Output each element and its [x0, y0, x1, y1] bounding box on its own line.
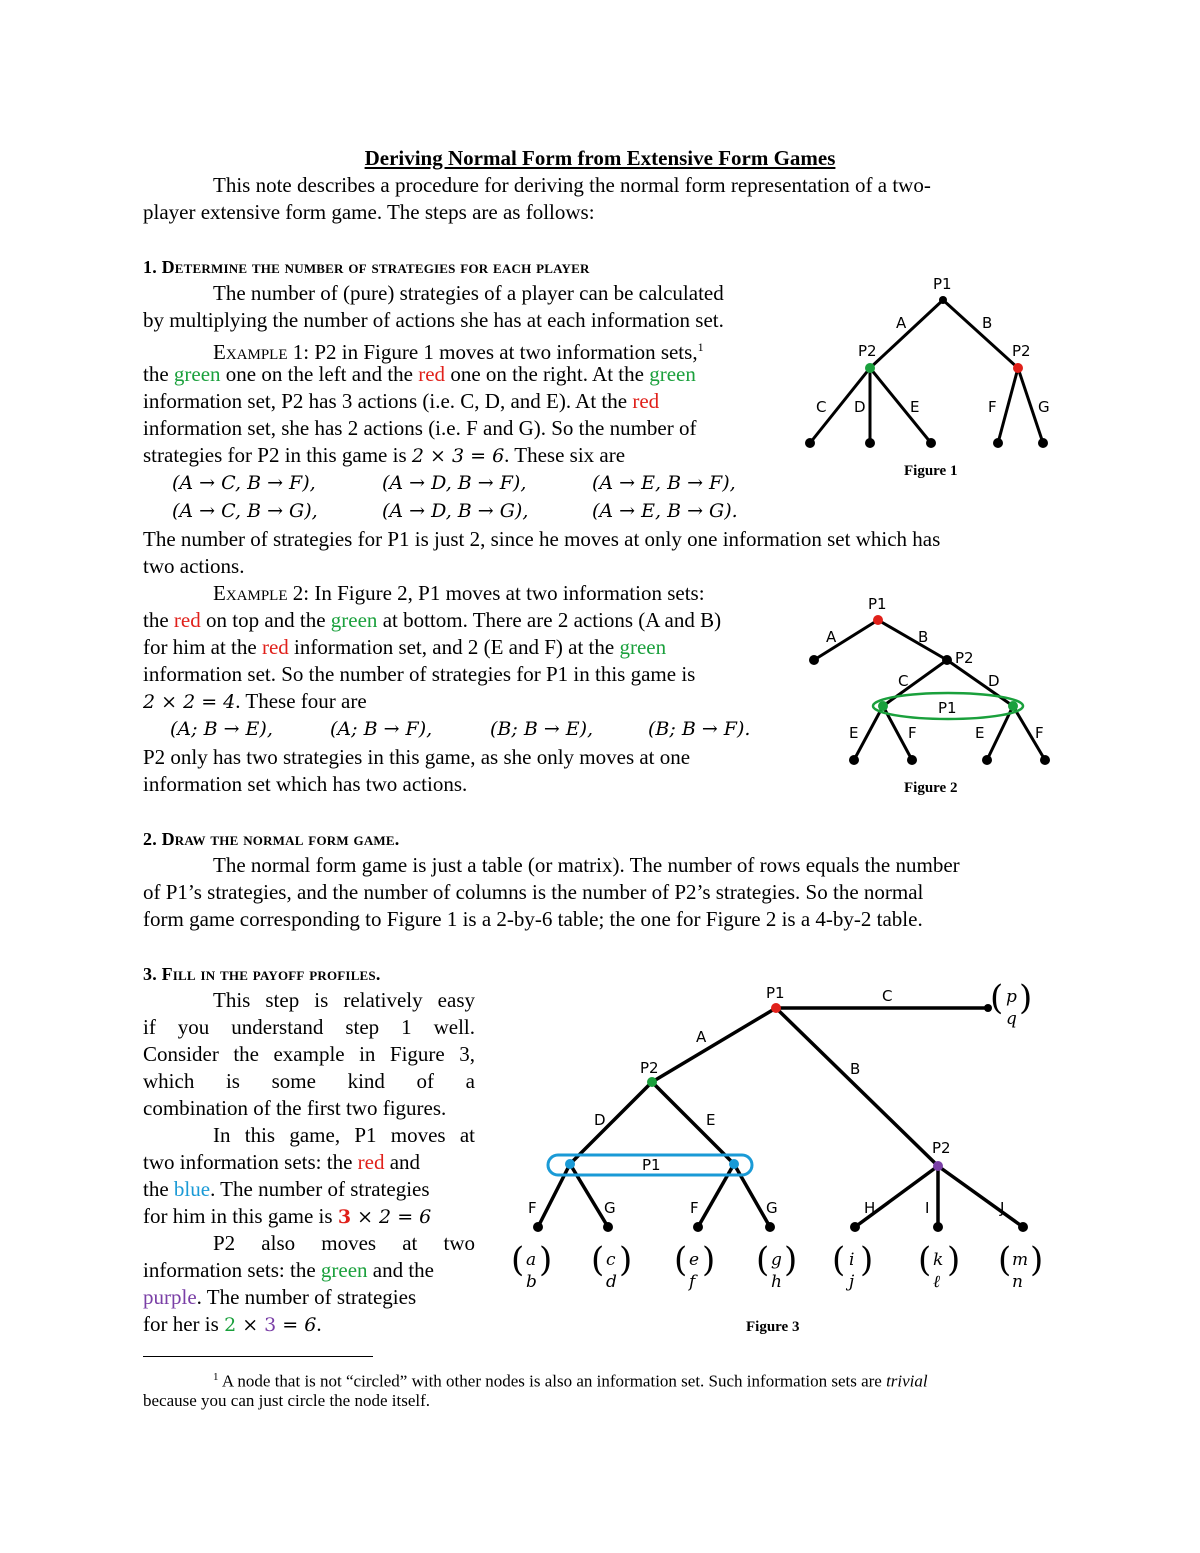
payoff-a-b [511, 1240, 552, 1292]
section-3-line-9: for him in this game is 3 × 2 = 6 [143, 1204, 432, 1228]
page-title: Deriving Normal Form from Extensive Form Games [364, 146, 836, 170]
payoff-bottom: f [689, 1272, 696, 1292]
example-1-line-5: strategies for P2 in this game is 2 × 3 = 6. These six are [143, 443, 626, 467]
strategy-1: (A → C, B → F), [172, 472, 316, 494]
action-label: E [975, 724, 985, 742]
footnote-line-1: $^1$ A node that is not “circled” with other nodes is also an information set. Such information sets are trivial [213, 1371, 928, 1391]
section-2-line-2: of P1’s strategies, and the number of columns is the number of P2’s strategies. So the normal [143, 880, 924, 904]
action-label: G [604, 1199, 616, 1217]
paren-right: ) [1019, 978, 1033, 1018]
edge-D [570, 1082, 652, 1164]
paren-left: ( [591, 1240, 605, 1280]
action-label: H [864, 1199, 876, 1217]
example-2-line-4: information set. So the number of strategies for P1 in this game is [143, 662, 696, 686]
example-1-line-2: the green one on the left and the red one on the right. At the green [143, 362, 696, 386]
paren-left: ( [998, 1240, 1012, 1280]
payoff-top: i [849, 1250, 855, 1270]
purple-node [933, 1161, 943, 1171]
paren-right: ) [1030, 1240, 1044, 1280]
node-label: P2 [932, 1139, 951, 1157]
edge-F [998, 368, 1018, 443]
terminal-node [1018, 1222, 1028, 1232]
edge-A [814, 620, 878, 660]
section-2-line-3: form game corresponding to Figure 1 is a 2-by-6 table; the one for Figure 2 is a 4-by-2 table. [143, 907, 923, 931]
action-label: D [988, 672, 1000, 690]
payoff-c-d [591, 1240, 632, 1292]
example-2-line-2: the red on top and the green at bottom. There are 2 actions (A and B) [143, 608, 722, 632]
strategy-4: (A → C, B → G), [172, 500, 318, 522]
figure-3 [511, 975, 1060, 1345]
action-label: F [690, 1199, 699, 1217]
terminal-node [926, 438, 936, 448]
action-label: E [706, 1111, 716, 1129]
terminal-node [849, 755, 859, 765]
section-3-line-7: two information sets: the red and [143, 1150, 421, 1174]
edge-G [570, 1164, 608, 1227]
action-label: G [766, 1199, 778, 1217]
section-2-line-1: The normal form game is just a table (or matrix). The number of rows equals the number [213, 853, 960, 877]
example-1-line-3: information set, P2 has 3 actions (i.e. C, D, and E). At the red [143, 389, 660, 413]
section-1-line-2: by multiplying the number of actions she has at each information set. [143, 308, 724, 332]
action-label: D [594, 1111, 606, 1129]
action-label: F [528, 1199, 537, 1217]
section-3-line-11: information sets: the green and the [143, 1258, 435, 1282]
section-3-line-3: Consider the example in Figure 3, [143, 1042, 475, 1066]
action-label: A [826, 628, 837, 646]
intro-line-1: This note describes a procedure for deriving the normal form representation of a two- [213, 173, 931, 197]
payoff-bottom: b [526, 1272, 537, 1292]
example-1-line-4: information set, she has 2 actions (i.e. F and G). So the number of [143, 416, 697, 440]
paren-left: ( [918, 1240, 932, 1280]
action-label: E [910, 398, 920, 416]
figure-3-caption: Figure 3 [746, 1319, 800, 1335]
root-node [939, 296, 947, 304]
section-3-line-8: the blue. The number of strategies [143, 1177, 430, 1201]
strategy-2: (A → D, B → F), [382, 472, 527, 494]
paren-left: ( [990, 978, 1004, 1018]
section-3-line-12: purple. The number of strategies [143, 1285, 417, 1309]
section-1-line-1: The number of (pure) strategies of a player can be calculated [213, 281, 724, 305]
example-2-line-5: 2 × 2 = 4. These four are [143, 689, 367, 713]
section-2-heading: 2. Draw the normal form game. [143, 829, 400, 849]
action-label: A [696, 1028, 707, 1046]
p2-strategies-line-2: information set which has two actions. [143, 772, 468, 796]
red-node [873, 615, 883, 625]
paren-left: ( [674, 1240, 688, 1280]
action-label: J [1000, 1199, 1005, 1217]
payoff-g-h [756, 1240, 797, 1292]
p2-strategies-line-1: P2 only has two strategies in this game, as she only moves at one [143, 745, 691, 769]
paren-right: ) [702, 1240, 716, 1280]
blue-node [729, 1159, 739, 1169]
paren-left: ( [511, 1240, 525, 1280]
paren-right: ) [860, 1240, 874, 1280]
strategy-5: (A → D, B → G), [382, 500, 529, 522]
footnote-rule [143, 1356, 373, 1357]
edge-G [734, 1164, 770, 1227]
payoff-i-j [832, 1240, 873, 1292]
section-3-line-4: which is some kind of a [143, 1069, 475, 1093]
payoff-top: e [689, 1250, 700, 1270]
edge-A [870, 300, 943, 368]
payoff-bottom: j [849, 1272, 855, 1292]
green-node [647, 1077, 657, 1087]
p2-node [942, 655, 952, 665]
strategy-6: (A → E, B → G). [592, 500, 738, 522]
paren-right: ) [539, 1240, 553, 1280]
action-label: G [1038, 398, 1050, 416]
blue-node [565, 1159, 575, 1169]
terminal-node [865, 438, 875, 448]
paren-right: ) [619, 1240, 633, 1280]
payoff-e-f [674, 1240, 715, 1292]
node-label: P1 [766, 984, 785, 1002]
terminal-node [1038, 438, 1048, 448]
edge-J [938, 1166, 1023, 1227]
payoff-p-q [990, 978, 1032, 1029]
edge-E [870, 368, 931, 443]
section-3-line-13: for her is 2 × 3 = 6. [143, 1312, 322, 1336]
edge-A [652, 1008, 776, 1082]
payoff-k-l [918, 1240, 960, 1292]
edge-B [943, 300, 1018, 368]
action-label: E [849, 724, 859, 742]
section-3-line-2: if you understand step 1 well. [143, 1015, 475, 1039]
terminal-node [533, 1222, 543, 1232]
footnote-line-2: because you can just circle the node itself. [143, 1391, 430, 1410]
action-label: C [882, 987, 893, 1005]
edge-B [878, 620, 947, 660]
p1-strategies-line-2: two actions. [143, 554, 245, 578]
node-label: P2 [1012, 342, 1031, 360]
section-3-line-6: In this game, P1 moves at [213, 1123, 475, 1147]
node-label: P2 [955, 649, 974, 667]
payoff-top: k [933, 1250, 944, 1270]
payoff-top: p [1006, 987, 1017, 1007]
section-3-heading: 3. Fill in the payoff profiles. [143, 964, 381, 984]
paren-left: ( [832, 1240, 846, 1280]
figure-1 [800, 270, 1070, 480]
paren-left: ( [756, 1240, 770, 1280]
p1-strategy-1: (A; B → E), [170, 718, 273, 740]
example-1-line-1: Example 1: P2 in Figure 1 moves at two information sets,$^1$ [213, 340, 704, 364]
green-node [1008, 701, 1018, 711]
example-2-line-3: for him at the red information set, and 2 (E and F) at the green [143, 635, 667, 659]
section-3-line-1: This step is relatively easy [213, 988, 475, 1012]
green-node [878, 701, 888, 711]
node-label: P2 [640, 1059, 659, 1077]
action-label: B [850, 1060, 861, 1078]
terminal-node [907, 755, 917, 765]
action-label: F [908, 724, 917, 742]
node-label: P1 [933, 275, 952, 293]
payoff-top: m [1012, 1250, 1029, 1270]
terminal-node [765, 1222, 775, 1232]
figure-2 [800, 590, 1070, 800]
node-label: P2 [858, 342, 877, 360]
terminal-node [603, 1222, 613, 1232]
p1-strategies-line-1: The number of strategies for P1 is just 2, since he moves at only one information set which has [143, 527, 941, 551]
terminal-node [805, 438, 815, 448]
payoff-m-n [998, 1240, 1043, 1292]
edge-F [698, 1164, 734, 1227]
action-label: B [918, 628, 929, 646]
action-label: F [988, 398, 997, 416]
payoff-bottom: ℓ [933, 1272, 941, 1292]
payoff-top: c [606, 1250, 616, 1270]
action-label: I [925, 1199, 930, 1217]
terminal-node [993, 438, 1003, 448]
example-2-line-1: Example 2: In Figure 2, P1 moves at two information sets: [213, 581, 705, 605]
terminal-node [1040, 755, 1050, 765]
payoff-top: a [526, 1250, 537, 1270]
node-label: P1 [642, 1156, 661, 1174]
payoff-bottom: n [1012, 1272, 1023, 1292]
terminal-node [933, 1222, 943, 1232]
figure-2-caption: Figure 2 [904, 780, 958, 796]
action-label: F [1035, 724, 1044, 742]
intro-line-2: player extensive form game. The steps are as follows: [143, 200, 595, 224]
payoff-bottom: h [771, 1272, 782, 1292]
paren-right: ) [784, 1240, 798, 1280]
action-label: C [816, 398, 827, 416]
terminal-node [982, 755, 992, 765]
p1-strategy-2: (A; B → F), [330, 718, 433, 740]
green-node [865, 363, 875, 373]
node-label: P1 [938, 699, 957, 717]
payoff-bottom: d [606, 1272, 617, 1292]
edge-B [776, 1008, 938, 1166]
section-3-line-10: P2 also moves at two [213, 1231, 475, 1255]
edge-H [855, 1166, 938, 1227]
section-3-line-5: combination of the first two figures. [143, 1096, 447, 1120]
edge-E [652, 1082, 734, 1164]
terminal-node [809, 655, 819, 665]
strategy-3: (A → E, B → F), [592, 472, 736, 494]
payoff-bottom: q [1006, 1009, 1017, 1029]
p1-strategy-4: (B; B → F). [648, 718, 751, 740]
terminal-node [850, 1222, 860, 1232]
action-label: C [898, 672, 909, 690]
action-label: A [896, 314, 907, 332]
node-label: P1 [868, 595, 887, 613]
p1-strategy-3: (B; B → E), [490, 718, 594, 740]
red-node [771, 1003, 781, 1013]
red-node [1013, 363, 1023, 373]
terminal-node [693, 1222, 703, 1232]
action-label: D [854, 398, 866, 416]
figure-1-caption: Figure 1 [904, 463, 958, 479]
action-label: B [982, 314, 993, 332]
payoff-top: g [771, 1250, 782, 1270]
paren-right: ) [947, 1240, 961, 1280]
section-1-heading: 1. Determine the number of strategies for each player [143, 257, 590, 277]
